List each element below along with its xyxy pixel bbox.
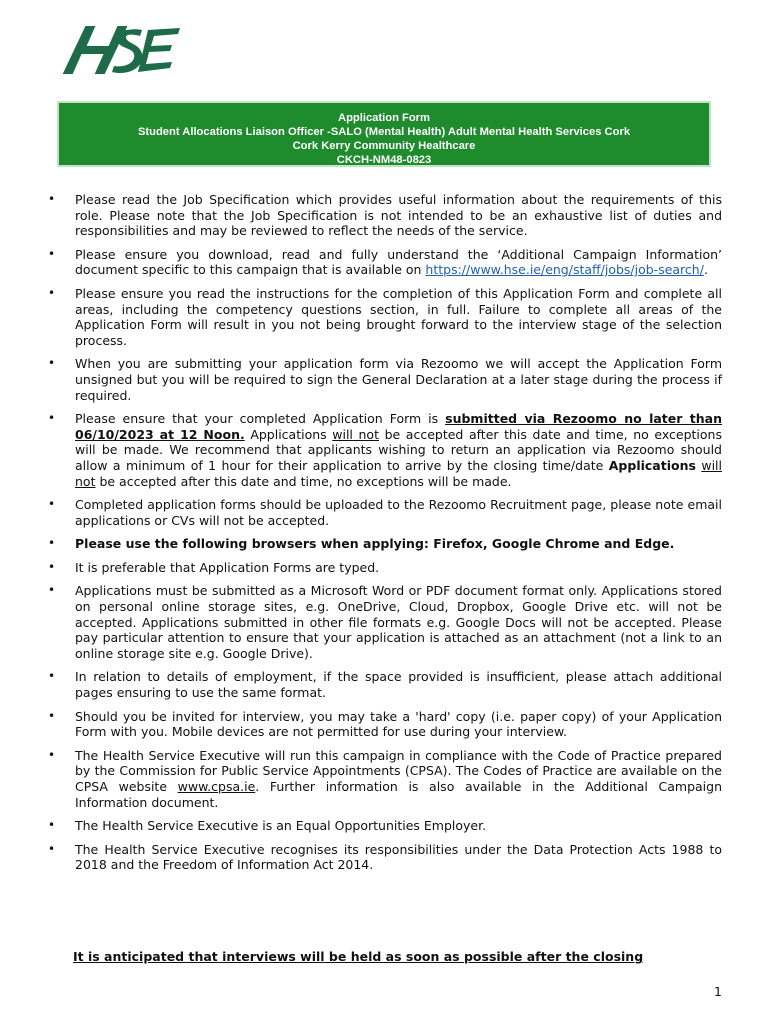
bullet-icon: • xyxy=(48,497,56,512)
list-item: • In relation to details of employment, if the space provided is insufficient, please attach additional pages ensuring to use the same format. xyxy=(48,669,722,701)
list-item: • The Health Service Executive will run this campaign in compliance with the Code of Practice prepared by the Commission for Public Service Appointments (CPSA). The Codes of Practice are available on the CPSA website www.cpsa.ie. Further information is also available in the Additional Campaign Information document. xyxy=(48,747,722,810)
banner-line-3: Cork Kerry Community Healthcare xyxy=(292,140,476,152)
bullet-icon: • xyxy=(48,669,56,684)
banner-line-4: CKCH-NM48-0823 xyxy=(336,154,432,166)
list-item: • Please read the Job Specification which provides useful information about the requirements of this role. Please note that the Job Specification is not intended to be an exhaustive list of duties and responsibilities and may be reviewed to reflect the needs of the service. xyxy=(48,192,722,239)
bullet-icon: • xyxy=(48,559,56,574)
deadline-text: submitted via Rezoomo no later than 06/10/2023 at 12 Noon. xyxy=(75,411,722,442)
bullet-icon: • xyxy=(48,747,56,762)
hse-logo xyxy=(62,22,180,78)
list-item: • Please ensure you download, read and fully understand the ‘Additional Campaign Information’ document specific to this campaign that is available on https://www.hse.ie/eng/staff/jobs/job-search/. xyxy=(48,246,722,278)
closing-statement: It is anticipated that interviews will be held as soon as possible after the closing xyxy=(73,949,644,964)
banner-line-2: Student Allocations Liaison Officer -SALO (Mental Health) Adult Mental Health Services Cork xyxy=(137,126,631,138)
list-item: • It is preferable that Application Forms are typed. xyxy=(48,559,380,575)
bullet-icon: • xyxy=(48,818,56,833)
page-number: 1 xyxy=(714,984,722,999)
bullet-icon: • xyxy=(48,708,56,723)
cpsa-link[interactable]: www.cpsa.ie xyxy=(177,779,256,794)
form-title-banner xyxy=(57,101,711,167)
list-item: • Please use the following browsers when applying: Firefox, Google Chrome and Edge. xyxy=(48,536,675,552)
instruction-list xyxy=(48,192,722,881)
list-item: • When you are submitting your application form via Rezoomo we will accept the Application Form unsigned but you will be required to sign the General Declaration at a later stage during the process if required. xyxy=(48,356,722,403)
bullet-icon: • xyxy=(48,192,56,206)
list-item: • Completed application forms should be uploaded to the Rezoomo Recruitment page, please note email applications or CVs will not be accepted. xyxy=(48,497,722,528)
list-item: • Should you be invited for interview, you may take a 'hard' copy (i.e. paper copy) of your Application Form with you. Mobile devices are not permitted for use during your interview. xyxy=(48,708,722,740)
list-item: • The Health Service Executive recognises its responsibilities under the Data Protection Acts 1988 to 2018 and the Freedom of Information Act 2014. xyxy=(48,841,722,873)
list-item: • Applications must be submitted as a Microsoft Word or PDF document format only. Applications stored on personal online storage sites, e.g. OneDrive, Cloud, Dropbox, Google Drive etc. will not be accepted. Applications submitted in other file formats e.g. Google Docs will not be accepted. Please pay particular attention to ensure that your application is attached as an attachment (not a link to an online storage site e.g. Google Drive). xyxy=(48,583,722,661)
bullet-icon: • xyxy=(48,246,56,261)
bullet-icon: • xyxy=(48,411,56,426)
job-search-link[interactable]: https://www.hse.ie/eng/staff/jobs/job-search/ xyxy=(425,262,704,278)
bullet-icon: • xyxy=(48,285,56,300)
list-item: • The Health Service Executive is an Equal Opportunities Employer. xyxy=(48,818,487,834)
list-item: • Please ensure that your completed Application Form is submitted via Rezoomo no later than 06/10/2023 at 12 Noon. Applications will not be accepted after this date and time, no exceptions will be made. We recommend that applicants wishing to return an application via Rezoomo should allow a minimum of 1 hour for their application to arrive by the closing time/date Applications will not be accepted after this date and time, no exceptions will be made. xyxy=(48,411,722,489)
bullet-icon: • xyxy=(48,841,56,856)
bullet-icon: • xyxy=(48,583,56,598)
list-item: • Please ensure you read the instructions for the completion of this Application Form and complete all areas, including the competency questions section, in full. Failure to complete all areas of the Application Form will result in you not being brought forward to the interview stage of the selection process. xyxy=(48,285,722,348)
bullet-icon: • xyxy=(48,356,56,371)
bullet-icon: • xyxy=(48,536,56,551)
banner-line-1: Application Form xyxy=(338,112,430,124)
